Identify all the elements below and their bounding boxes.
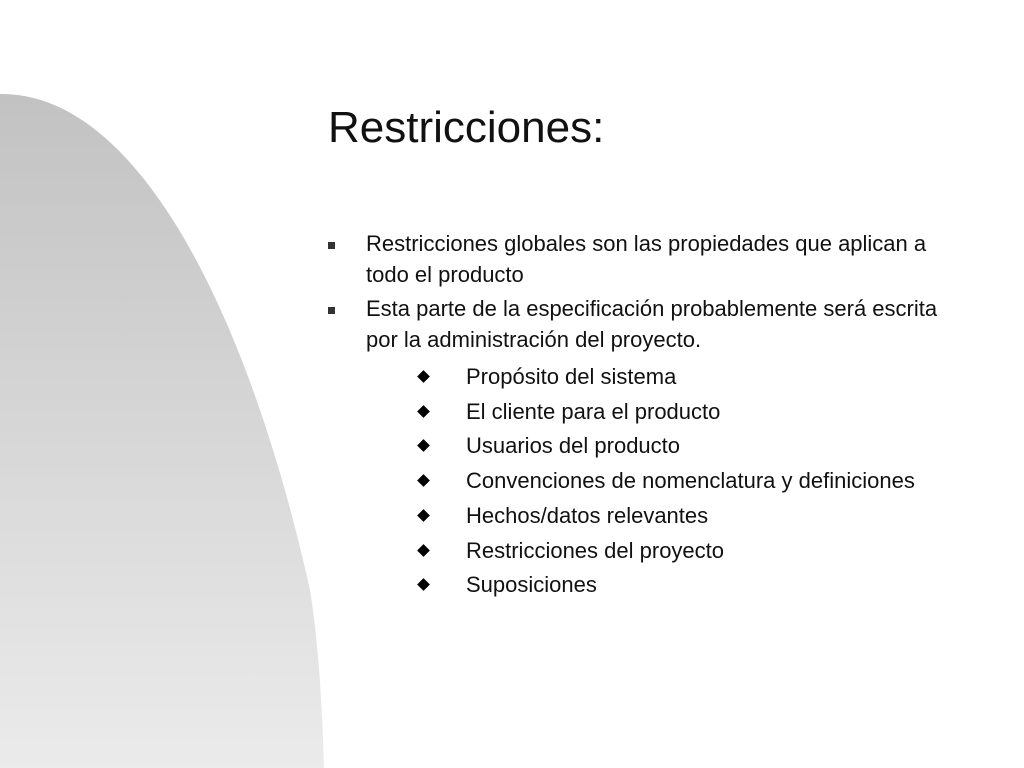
sub-bullet-text: El cliente para el producto xyxy=(466,398,721,424)
sub-bullet-item xyxy=(366,534,968,569)
diamond-bullet-icon xyxy=(417,474,430,487)
bullet-list xyxy=(328,228,968,606)
sub-bullet-item xyxy=(366,568,968,603)
diamond-bullet-icon xyxy=(417,544,430,557)
sub-bullet-item xyxy=(366,395,968,430)
sub-bullet-text: Suposiciones xyxy=(466,572,597,598)
sub-bullet-item xyxy=(366,429,968,464)
bullet-item xyxy=(328,293,968,603)
bullet-text: Esta parte de la especificación probablemente será escrita por la administración del proyecto. xyxy=(366,296,938,352)
diamond-bullet-icon xyxy=(417,405,430,418)
diamond-bullet-icon xyxy=(417,509,430,522)
sub-bullet-item xyxy=(366,464,968,499)
diamond-bullet-icon xyxy=(417,578,430,591)
sub-bullet-text: Hechos/datos relevantes xyxy=(466,502,709,528)
square-bullet-icon xyxy=(328,307,335,314)
sub-bullet-text: Propósito del sistema xyxy=(466,364,677,389)
slide-title: Restricciones: xyxy=(328,103,605,152)
sub-bullet-text: Usuarios del producto xyxy=(466,433,681,459)
sub-bullet-text: Restricciones del proyecto xyxy=(466,537,725,563)
sub-bullet-item xyxy=(366,499,968,534)
diamond-bullet-icon xyxy=(417,440,430,453)
diamond-bullet-icon xyxy=(417,370,430,383)
square-bullet-icon xyxy=(328,242,335,249)
sub-bullet-item xyxy=(366,360,968,395)
sub-bullet-text: Convenciones de nomenclatura y definiciones xyxy=(466,468,915,494)
bullet-text: Restricciones globales son las propiedades que aplican a todo el producto xyxy=(366,231,927,287)
sub-bullet-list xyxy=(366,360,968,603)
bullet-item xyxy=(328,228,968,290)
